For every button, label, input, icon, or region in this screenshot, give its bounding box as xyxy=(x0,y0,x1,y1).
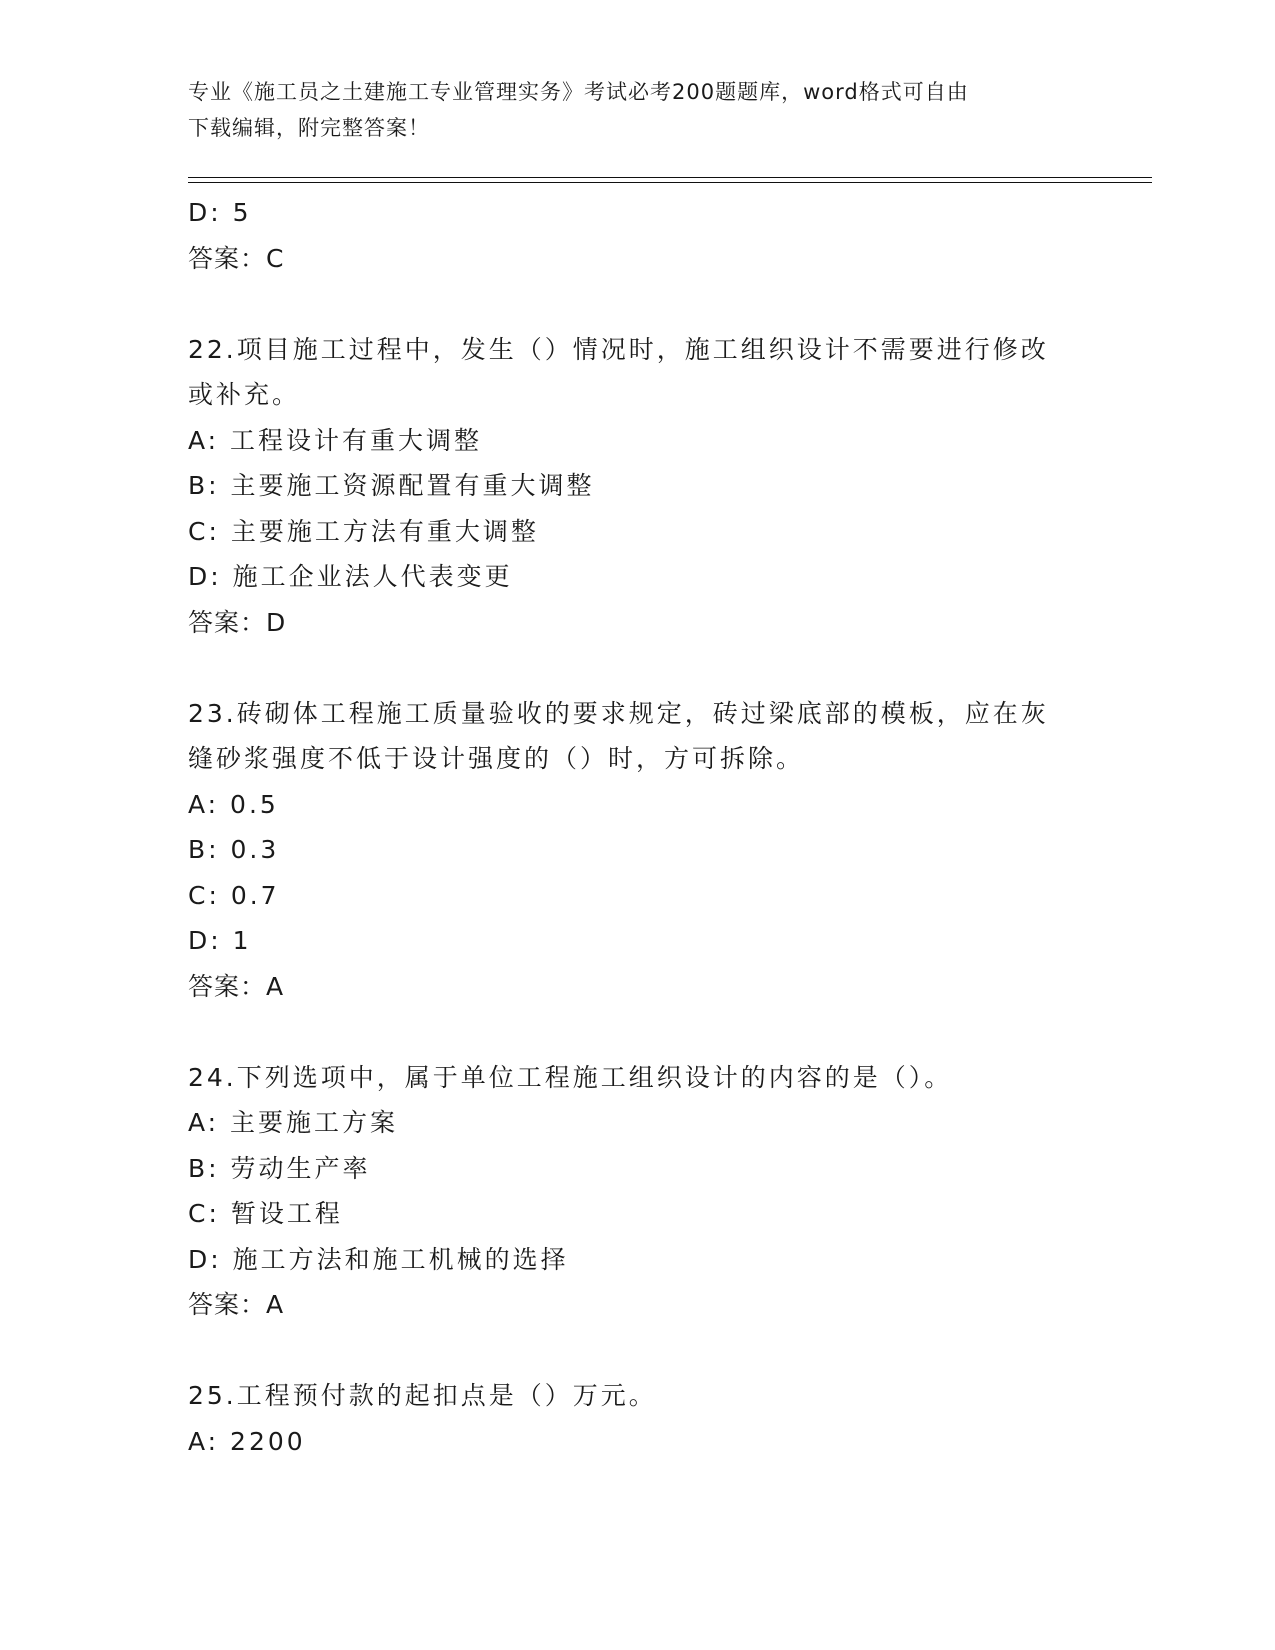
option-b: B: 0.3 xyxy=(188,835,280,864)
option-d-prev: D: 5 xyxy=(188,198,252,227)
option-d: D: 施工企业法人代表变更 xyxy=(188,562,513,591)
option-c: C: 0.7 xyxy=(188,880,280,910)
question-stem: 24.下列选项中，属于单位工程施工组织设计的内容的是（）。 xyxy=(188,1062,953,1092)
header-divider-bottom xyxy=(188,182,1152,183)
question-stem: 22.项目施工过程中，发生（）情况时，施工组织设计不需要进行修改 xyxy=(188,334,1049,364)
answer: 答案：D xyxy=(188,607,287,637)
header-divider-top xyxy=(188,177,1152,178)
option-d: D: 施工方法和施工机械的选择 xyxy=(188,1244,569,1274)
spacer xyxy=(188,1328,1088,1374)
option-a: A: 主要施工方案 xyxy=(188,1108,399,1137)
spacer xyxy=(188,1009,1088,1055)
question-22 xyxy=(188,327,1088,646)
question-23 xyxy=(188,691,1088,1010)
spacer xyxy=(188,281,1088,327)
question-24 xyxy=(188,1055,1088,1328)
answer: 答案：A xyxy=(188,1290,285,1319)
document-header xyxy=(188,74,1088,146)
answer: 答案：A xyxy=(188,971,285,1001)
question-stem: 23.砖砌体工程施工质量验收的要求规定，砖过梁底部的模板，应在灰 xyxy=(188,698,1049,728)
option-b: B: 主要施工资源配置有重大调整 xyxy=(188,471,595,500)
option-c: C: 暂设工程 xyxy=(188,1199,343,1228)
question-25 xyxy=(188,1373,1088,1464)
question-stem: 25.工程预付款的起扣点是（）万元。 xyxy=(188,1381,657,1410)
option-a: A: 2200 xyxy=(188,1426,306,1456)
option-a: A: 工程设计有重大调整 xyxy=(188,425,483,455)
header-line-1: 专业《施工员之土建施工专业管理实务》考试必考200题题库，word格式可自由 xyxy=(188,80,969,104)
question-stem-cont: 或补充。 xyxy=(188,380,301,409)
question-content xyxy=(188,190,1088,1464)
option-d: D: 1 xyxy=(188,926,252,955)
option-c: C: 主要施工方法有重大调整 xyxy=(188,516,539,546)
header-line-2: 下载编辑，附完整答案！ xyxy=(188,116,430,140)
question-stem-cont: 缝砂浆强度不低于设计强度的（）时，方可拆除。 xyxy=(188,744,805,773)
spacer xyxy=(188,645,1088,691)
option-b: B: 劳动生产率 xyxy=(188,1153,371,1183)
answer-prev: 答案：C xyxy=(188,243,285,273)
option-a: A: 0.5 xyxy=(188,789,279,819)
